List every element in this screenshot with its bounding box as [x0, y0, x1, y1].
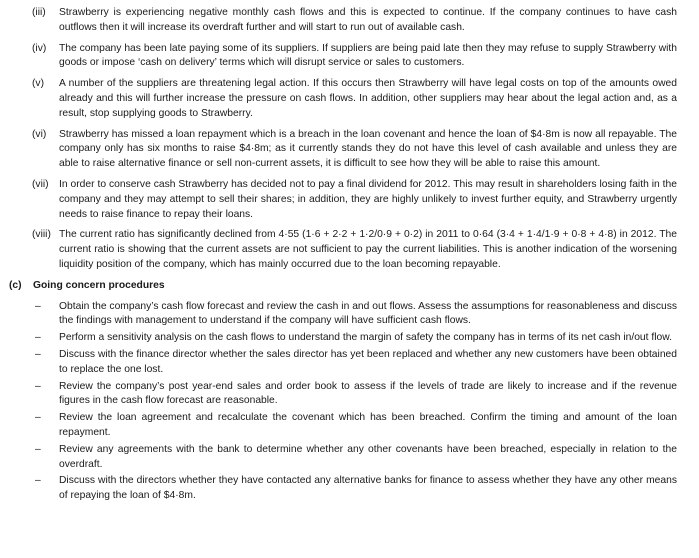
- item-text: Strawberry is experiencing negative monthly cash flows and this is expected to continue. If the company continues to have cash outflows then it will increase its overdraft further and will start to run out of available cash.: [59, 7, 677, 33]
- item-number: (iv): [32, 42, 47, 54]
- item-text: A number of the suppliers are threatening legal action. If this occurs then Strawberry will have legal costs on top of the amounts owed already and this will further increase the pressure on cash flows. In addition, other suppliers may hear about the legal action and, as a result, stop supplying goods to Strawberry.: [59, 78, 677, 119]
- procedure-text: Review the company’s post year-end sales and order book to assess if the levels of trade are likely to increase and if the revenue figures in the cash flow forecast are reasonable.: [59, 380, 677, 407]
- item-number: (vi): [32, 128, 47, 140]
- list-item: [0, 77, 677, 121]
- procedure-text: Obtain the company’s cash flow forecast and review the cash in and out flows. Assess the assumptions for reasonableness and discuss the findings with management to understand if the company will have sufficient cash flows.: [59, 300, 677, 327]
- section-label: (c): [9, 279, 22, 291]
- dash-marker: –: [35, 332, 41, 344]
- item-text: In order to conserve cash Strawberry has decided not to pay a final dividend for 2012. This may result in shareholders losing faith in the company and they may attempt to sell their shares; in addition, they are highly unlikely to invest further equity, and Strawberry urgently needs to raise finance to repay their loans.: [59, 178, 677, 220]
- list-item: [0, 128, 677, 172]
- procedure-text: Discuss with the directors whether they have contacted any alternative banks for finance to assess whether they have any other means of repaying the loan of $4·8m.: [59, 475, 677, 502]
- procedure-text: Review any agreements with the bank to determine whether any other covenants have been breached, especially in relation to the overdraft.: [59, 443, 677, 470]
- procedure-item: [0, 474, 677, 504]
- dash-marker: –: [35, 348, 41, 360]
- item-number: (v): [32, 78, 45, 90]
- item-text: Strawberry has missed a loan repayment which is a breach in the loan covenant and hence the loan of $4·8m is now all repayable. The company only has six months to raise $4·8m; as it currently stands they do not have this level of cash available and unless they are able to raise alternative finance or sell non-current assets, it is difficult to see how they will be able to raise this amount.: [59, 128, 677, 170]
- dash-marker: –: [35, 443, 41, 455]
- dash-marker: –: [35, 380, 41, 392]
- item-text: The current ratio has significantly declined from 4·55 (1·6 + 2·2 + 1·2/0·9 + 0·2) in 2011 to 0·64 (3·4 + 1·4/1·9 + 0·8 + 4·8) in 2012. The current ratio is showing that the current assets are not sufficient to pay the current liabilities. This is another indication of the worsening liquidity position of the company, which has mainly occurred due to the loan becoming repayable.: [59, 229, 677, 270]
- procedure-item: [0, 443, 677, 473]
- procedure-item: [0, 411, 677, 441]
- section-heading: [0, 279, 677, 294]
- item-number: (vii): [32, 178, 49, 190]
- procedure-item: [0, 380, 677, 410]
- item-number: (iii): [32, 7, 46, 18]
- list-item: [0, 6, 677, 36]
- procedure-text: Review the loan agreement and recalculate the covenant which has been breached. Confirm the timing and amount of the loan repayment.: [59, 412, 677, 438]
- list-item: [0, 178, 677, 222]
- procedure-text: Perform a sensitivity analysis on the cash flows to understand the margin of safety the company has in terms of its net cash in/out flow.: [59, 332, 672, 344]
- section-title: Going concern procedures: [33, 279, 165, 291]
- dash-marker: –: [35, 300, 41, 312]
- procedure-item: [0, 348, 677, 378]
- item-number: (viii): [32, 229, 51, 241]
- item-text: The company has been late paying some of its suppliers. If suppliers are being paid late then they may refuse to supply Strawberry with goods or impose ‘cash on delivery’ terms which will disrupt service or sales to customers.: [59, 42, 677, 69]
- procedure-item: [0, 300, 677, 330]
- list-item: [0, 42, 677, 72]
- procedure-item: [0, 331, 677, 346]
- dash-marker: –: [35, 412, 41, 424]
- dash-marker: –: [35, 475, 41, 487]
- list-item: [0, 228, 677, 272]
- procedure-text: Discuss with the finance director whether the sales director has yet been replaced and whether any new customers have been obtained to replace the one lost.: [59, 348, 677, 375]
